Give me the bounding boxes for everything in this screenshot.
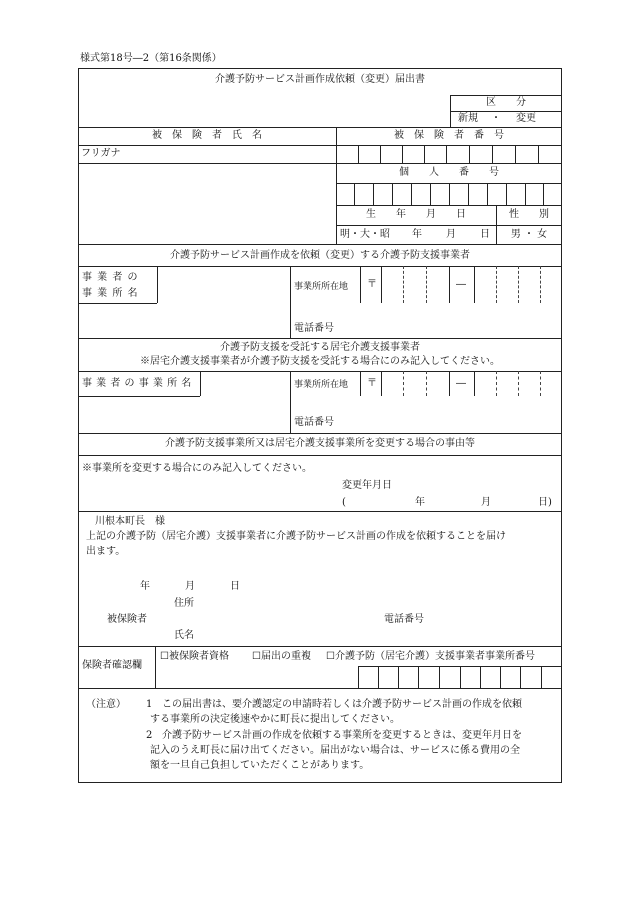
row-line <box>336 163 562 164</box>
category-new-option[interactable]: 新規 <box>458 113 478 124</box>
postal-cell-divider <box>426 371 427 396</box>
row-line <box>336 205 562 206</box>
row-line <box>78 455 562 456</box>
row-line <box>78 266 562 267</box>
section2-header: 介護予防支援を受託する居宅介護支援事業者 <box>220 342 420 353</box>
note2-line3: 額を一旦自己負担していただくことがあります。 <box>150 760 370 771</box>
insured-address-label: 住所 <box>174 598 194 609</box>
provider-number-cell-divider <box>480 666 481 688</box>
row-line <box>78 244 562 245</box>
number-cell-divider <box>515 145 516 163</box>
category-line <box>450 95 562 96</box>
personal-cell-divider <box>525 183 526 205</box>
form-number: 様式第18号―2（第16条関係） <box>80 53 222 64</box>
postal-cell-divider <box>403 266 404 303</box>
postal-cell-divider <box>403 371 404 396</box>
insured-label: 被保険者 <box>107 614 147 625</box>
number-cell-divider <box>446 145 447 163</box>
change-date-open-paren: ( <box>342 497 346 508</box>
personal-cell-divider <box>468 183 469 205</box>
postal-cell-divider <box>474 266 475 303</box>
postal-cell-divider <box>540 371 541 396</box>
personal-cell-divider <box>373 183 374 205</box>
provider-number-cell-divider <box>439 666 440 688</box>
insured-name-label: 氏名 <box>174 630 194 641</box>
category-separator: ・ <box>491 113 501 124</box>
row-line <box>78 371 562 372</box>
postal-cell-divider <box>496 266 497 303</box>
category-line <box>450 111 562 112</box>
change-date-label: 変更年月日 <box>342 480 392 491</box>
postal-cell-divider <box>518 371 519 396</box>
personal-cell-divider <box>411 183 412 205</box>
provider-number-cell-divider <box>541 666 542 688</box>
section1-provider-label-line2: 事 業 所 名 <box>82 288 139 299</box>
declaration-month-label: 月 <box>185 581 195 592</box>
personal-cell-divider <box>449 183 450 205</box>
era-options[interactable]: 明・大・昭 <box>340 229 390 240</box>
note1-number: 1 <box>146 699 153 710</box>
section1-postal-dash: ― <box>456 279 466 290</box>
birth-date-header: 生 年 月 日 <box>366 209 466 220</box>
personal-cell-divider <box>506 183 507 205</box>
note2-line2: 記入のうえ町長に届け出てください。届出がない場合は、サービスに係る費用の全 <box>150 745 520 756</box>
number-cell-divider <box>380 145 381 163</box>
section1-address-label: 事業所所在地 <box>294 282 349 292</box>
declaration-day-label: 日 <box>230 581 240 592</box>
column-divider <box>157 266 158 303</box>
postal-cell-divider <box>381 266 382 303</box>
birth-day-label: 日 <box>480 229 490 240</box>
declaration-year-label: 年 <box>140 581 150 592</box>
section1-header: 介護予防サービス計画作成を依頼（変更）する介護予防支援事業者 <box>170 250 470 261</box>
insured-name-header: 被 保 険 者 氏 名 <box>152 130 262 141</box>
birth-year-label: 年 <box>412 229 422 240</box>
category-change-option[interactable]: 変更 <box>516 113 536 124</box>
form-title: 介護予防サービス計画作成依頼（変更）届出書 <box>215 74 425 85</box>
section3-note: ※事業所を変更する場合にのみ記入してください。 <box>82 463 312 474</box>
postal-cell-divider <box>496 371 497 396</box>
row-line <box>78 433 562 434</box>
addressee: 川根本町長 様 <box>95 516 165 527</box>
section2-address-label: 事業所所在地 <box>294 380 349 390</box>
column-divider <box>290 371 291 433</box>
personal-cell-divider <box>487 183 488 205</box>
personal-number-header: 個 人 番 号 <box>399 167 499 178</box>
column-divider <box>200 371 201 396</box>
row-line <box>78 511 562 512</box>
personal-cell-divider <box>543 183 544 205</box>
row-line <box>78 303 157 304</box>
change-date-day: 日) <box>538 497 552 508</box>
column-divider <box>155 646 156 688</box>
row-line <box>78 688 562 689</box>
row-line <box>78 127 562 128</box>
section1-phone-label: 電話番号 <box>294 323 334 334</box>
row-line <box>336 225 562 226</box>
check-insured-qualification[interactable]: ☐被保険者資格 <box>160 651 229 662</box>
declaration-body-line1: 上記の介護予防（居宅介護）支援事業者に介護予防サービス計画の作成を依頼することを届け <box>86 531 506 542</box>
section1-postal-mark: 〒 <box>367 279 377 290</box>
provider-number-cell-divider <box>500 666 501 688</box>
insured-number-header: 被 保 険 者 番 号 <box>394 130 504 141</box>
number-cell-divider <box>402 145 403 163</box>
section2-postal-mark: 〒 <box>367 378 377 389</box>
provider-number-cell-divider <box>358 666 359 688</box>
provider-number-cell-divider <box>378 666 379 688</box>
personal-cell-divider <box>430 183 431 205</box>
change-date-year: 年 <box>415 497 425 508</box>
category-header: 区 分 <box>486 97 526 108</box>
provider-number-cell-divider <box>398 666 399 688</box>
postal-cell-divider <box>540 266 541 303</box>
personal-cell-divider <box>354 183 355 205</box>
check-duplicate-notification[interactable]: ☐届出の重複 <box>252 651 311 662</box>
section2-phone-label: 電話番号 <box>294 417 334 428</box>
row-line <box>78 145 562 146</box>
number-cell-divider <box>358 145 359 163</box>
section2-postal-dash: ― <box>456 378 466 389</box>
address-divider <box>360 371 361 396</box>
note2-line1: 介護予防サービス計画の作成を依頼する事業所を変更するときは、変更年月日を <box>162 730 522 741</box>
note1-line2: する事業所の決定後速やかに町長に提出してください。 <box>150 714 400 725</box>
provider-number-cell-divider <box>520 666 521 688</box>
address-divider <box>360 266 361 303</box>
postal-cell-divider <box>474 371 475 396</box>
change-date-month: 月 <box>481 497 491 508</box>
postal-cell-divider <box>449 266 450 303</box>
birth-month-label: 月 <box>446 229 456 240</box>
section2-provider-label: 事 業 者 の 事 業 所 名 <box>82 378 192 389</box>
section1-provider-label-line1: 事 業 者 の <box>82 272 139 283</box>
row-line <box>78 338 562 339</box>
note2-number: 2 <box>146 730 153 741</box>
postal-cell-divider <box>449 371 450 396</box>
insured-phone-label: 電話番号 <box>384 614 424 625</box>
row-line <box>78 646 562 647</box>
notes-label: （注意） <box>86 699 126 710</box>
provider-number-cell-divider <box>460 666 461 688</box>
postal-cell-divider <box>426 266 427 303</box>
note1-line1: この届出書は、要介護認定の申請時若しくは介護予防サービス計画の作成を依頼 <box>162 699 522 710</box>
section2-subheader: ※居宅介護支援事業者が介護予防支援を受託する場合にのみ記入してください。 <box>140 356 500 367</box>
declaration-body-line2: 出ます。 <box>86 546 126 557</box>
row-line <box>78 396 200 397</box>
number-cell-divider <box>492 145 493 163</box>
number-cell-divider <box>538 145 539 163</box>
row-line <box>78 163 336 164</box>
check-provider-number[interactable]: ☐介護予防（居宅介護）支援事業者事業所番号 <box>326 651 535 662</box>
postal-cell-divider <box>518 266 519 303</box>
column-divider <box>290 266 291 338</box>
section3-header: 介護予防支援事業所又は居宅介護支援事業所を変更する場合の事由等 <box>165 438 475 449</box>
insurer-check-label: 保険者確認欄 <box>82 660 142 671</box>
number-cell-divider <box>424 145 425 163</box>
sex-header: 性 別 <box>509 209 549 220</box>
postal-cell-divider <box>381 371 382 396</box>
furigana-label: フリガナ <box>81 148 121 159</box>
personal-cell-divider <box>392 183 393 205</box>
sex-options[interactable]: 男 ・ 女 <box>510 229 548 240</box>
provider-number-cell-divider <box>418 666 419 688</box>
number-cell-divider <box>469 145 470 163</box>
